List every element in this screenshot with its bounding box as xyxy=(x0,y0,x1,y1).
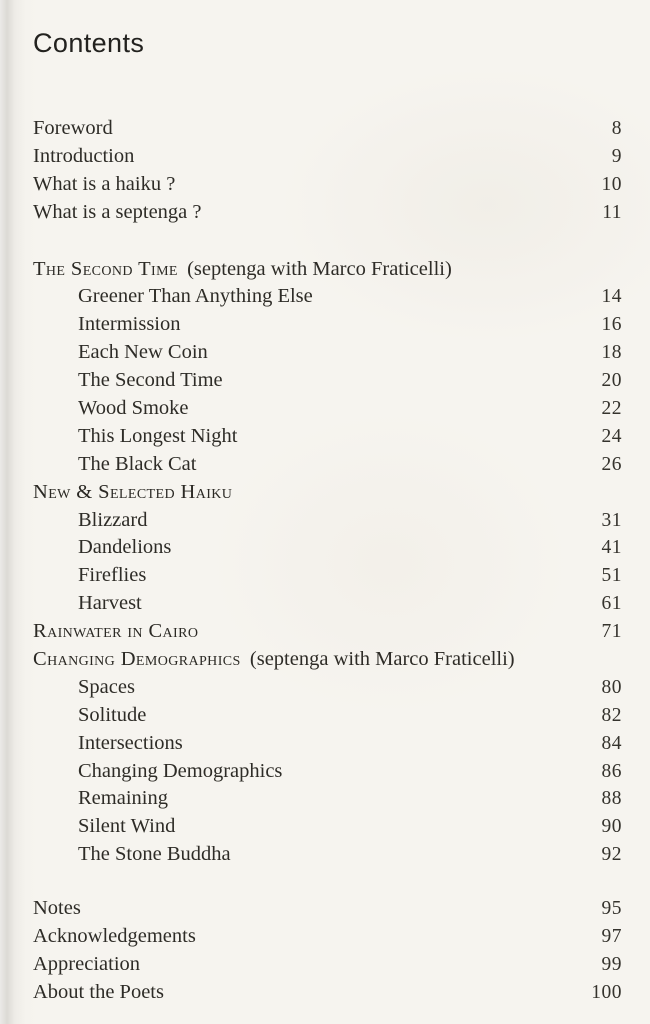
section-heading-text: New & Selected Haiku xyxy=(33,480,233,503)
toc-entry-label: Solitude xyxy=(78,703,147,726)
toc-entry xyxy=(33,979,622,1007)
toc-entry-label: What is a septenga ? xyxy=(33,200,202,223)
toc-entry-label: Wood Smoke xyxy=(78,397,189,420)
toc-entry-page: 26 xyxy=(601,453,622,475)
toc-entry xyxy=(33,951,622,979)
toc-entry-page: 22 xyxy=(601,398,622,420)
toc-entry-label: Intersections xyxy=(78,731,183,754)
toc-entry xyxy=(33,534,622,562)
toc-entry-page: 84 xyxy=(601,732,622,754)
toc-entry-page: 90 xyxy=(601,816,622,838)
toc-entry-page: 92 xyxy=(601,844,622,866)
toc-entry-page: 31 xyxy=(601,509,622,531)
toc-entry-label: Dandelions xyxy=(78,536,172,559)
toc-entry xyxy=(33,171,622,199)
toc-entry xyxy=(33,451,622,479)
toc-entry xyxy=(33,895,622,923)
toc-entry-label: About the Poets xyxy=(33,980,164,1003)
toc-entry xyxy=(33,590,622,618)
toc-entry-label: This Longest Night xyxy=(78,424,238,447)
section-heading xyxy=(33,618,622,646)
toc-entry-label: What is a haiku ? xyxy=(33,172,176,195)
section-heading xyxy=(33,256,622,284)
toc-entry xyxy=(33,283,622,311)
toc-entry-page: 20 xyxy=(601,370,622,392)
toc-entry-page: 99 xyxy=(601,953,622,975)
toc-entry xyxy=(33,562,622,590)
toc-entry xyxy=(33,199,622,227)
section-heading-label xyxy=(33,479,232,507)
toc-entry xyxy=(33,367,622,395)
toc-entry-page: 88 xyxy=(601,788,622,810)
toc-entry xyxy=(33,339,622,367)
toc-entry-page: 9 xyxy=(611,145,622,167)
spacer xyxy=(33,869,622,895)
section-heading-text: The Second Time xyxy=(33,257,178,280)
section-heading-note: (septenga with Marco Fraticelli) xyxy=(187,257,452,280)
section-heading xyxy=(33,646,622,674)
section-heading xyxy=(33,479,622,507)
toc-entry-page: 61 xyxy=(601,593,622,615)
toc-entry-label: The Black Cat xyxy=(78,452,197,475)
toc-entry-label: Fireflies xyxy=(78,564,147,587)
toc-entry xyxy=(33,923,622,951)
section-heading-note: (septenga with Marco Fraticelli) xyxy=(249,648,515,671)
toc-content xyxy=(33,26,622,1007)
toc-entry xyxy=(33,702,622,730)
toc-entry xyxy=(33,395,622,423)
toc-entry xyxy=(33,115,622,143)
toc-entry-label: Spaces xyxy=(78,675,135,698)
toc-entry-label: Intermission xyxy=(78,313,181,336)
section-heading-text: Changing Demographics xyxy=(33,648,241,671)
toc-entry-page: 24 xyxy=(601,425,622,447)
toc-entry-page: 16 xyxy=(601,314,622,336)
toc-entry-page: 95 xyxy=(601,898,622,920)
toc-entry xyxy=(33,785,622,813)
toc-entry-label: Greener Than Anything Else xyxy=(78,285,313,308)
section-heading-label xyxy=(33,646,515,674)
section-heading-page: 71 xyxy=(601,621,622,643)
toc-entry xyxy=(33,674,622,702)
toc-entry-label: Each New Coin xyxy=(78,341,208,364)
toc-entry-label: Remaining xyxy=(78,787,168,810)
toc-entry-label: Changing Demographics xyxy=(78,759,283,782)
page-title: Contents xyxy=(33,28,145,58)
toc-entry-page: 8 xyxy=(611,118,622,139)
toc-entry xyxy=(33,507,622,535)
toc-entry xyxy=(33,143,622,171)
toc-entry-page: 14 xyxy=(601,286,622,308)
section-heading-label xyxy=(33,618,198,646)
section-heading-text: Rainwater in Cairo xyxy=(33,620,199,643)
spacer xyxy=(33,227,622,256)
toc-entry-label: Foreword xyxy=(33,117,113,139)
toc-entry-label: Silent Wind xyxy=(78,815,176,838)
toc-entry xyxy=(33,730,622,758)
toc-entry-page: 97 xyxy=(601,926,622,948)
section-heading-label xyxy=(33,256,452,284)
toc-entry-label: Appreciation xyxy=(33,952,141,975)
toc-entry-page: 80 xyxy=(601,676,622,698)
toc-entry-page: 86 xyxy=(601,760,622,782)
toc-entry-page: 11 xyxy=(602,201,622,223)
toc-entry-page: 18 xyxy=(601,342,622,364)
toc-entry-label: The Stone Buddha xyxy=(78,843,231,866)
toc-entry-page: 82 xyxy=(601,704,622,726)
toc-entry-page: 51 xyxy=(601,565,622,587)
toc-entry-label: Harvest xyxy=(78,592,142,615)
toc-entry-label: Acknowledgements xyxy=(33,925,196,948)
toc-entry-label: The Second Time xyxy=(78,369,223,392)
toc-entry-label: Blizzard xyxy=(78,508,148,531)
toc-entry-page: 10 xyxy=(601,173,622,195)
toc-entry-page: 41 xyxy=(601,537,622,559)
toc-entry-label: Notes xyxy=(33,897,81,920)
toc-entry-label: Introduction xyxy=(33,144,135,167)
toc-entry-page: 100 xyxy=(591,981,622,1003)
toc-entry xyxy=(33,423,622,451)
toc-entry xyxy=(33,311,622,339)
toc-entry xyxy=(33,841,622,869)
toc-entry xyxy=(33,758,622,786)
toc-entry xyxy=(33,813,622,841)
